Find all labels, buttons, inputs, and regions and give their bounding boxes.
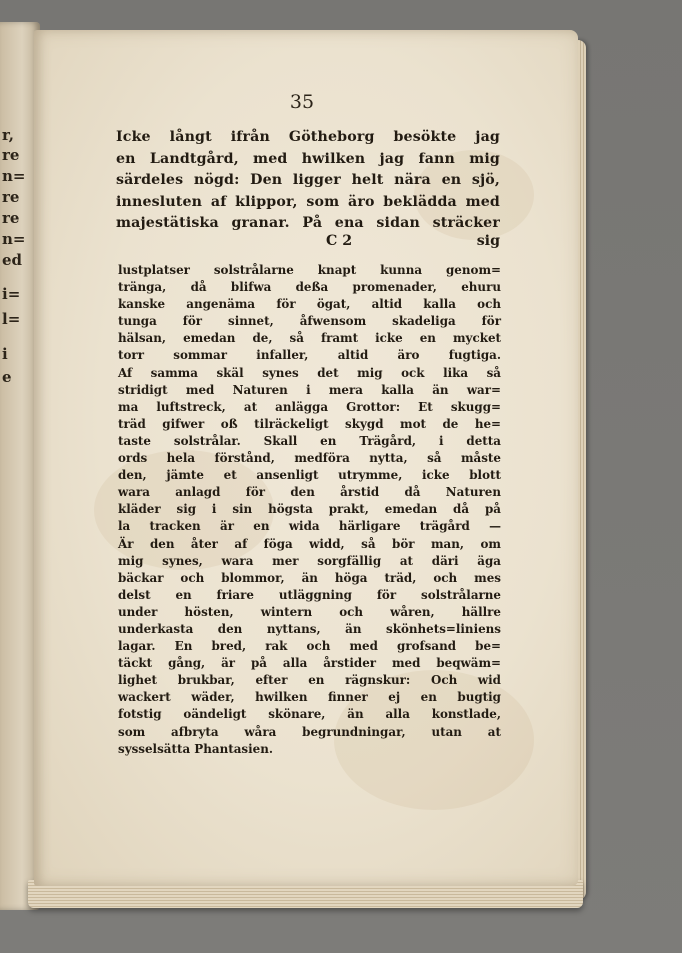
text-line: hälsan, emedan de, så framt icke en mycket [118,331,501,346]
left-page-fragment: ed [2,251,23,269]
text-line: särdeles nögd: Den ligger helt nära en sjö, [116,172,500,188]
left-page-fragment: n= [2,167,26,185]
text-line: lustplatser solstrålarne knapt kunna genom= [118,263,501,277]
text-line: under hösten, wintern och wåren, hällre [118,604,501,619]
text-line: underkasta den nyttans, än skönhets=liniens [118,621,501,636]
text-line: tunga för sinnet, åfwensom skadeliga för [118,314,501,329]
lead-paragraph [116,127,500,235]
text-line: täckt gång, är på alla årstider med beqwäm= [118,656,501,671]
catch-line [116,230,500,252]
text-line: mig synes, wara mer sorgfällig at däri äga [118,553,501,568]
left-page-fragment: re [2,146,20,164]
text-line: stridigt med Naturen i mera kalla än war= [118,382,501,397]
page-number: 35 [289,91,315,113]
text-line: tränga, då blifwa deßa promenader, ehuru [118,280,501,295]
text-line: den, jämte et ansenligt utrymme, icke blott [118,468,501,483]
left-page-fragment: l= [2,310,21,328]
text-line: sysselsätta Phantasien. [118,741,273,756]
left-page-fragment: i [2,345,8,363]
text-line: ma luftstreck, at anlägga Grottor: Et skugg= [118,399,501,414]
book-page [34,30,578,886]
text-line: kläder sig i sin högsta prakt, emedan då på [118,502,501,517]
text-line: lagar. En bred, rak och med grofsand be= [118,639,501,654]
text-line: torr sommar infaller, altid äro fugtiga. [118,348,501,363]
text-line: en Landtgård, med hwilken jag fann mig [116,150,500,167]
text-line: majestätiska granar. På ena sidan sträcker [116,215,500,231]
text-line: wackert wäder, hwilken finner ej en bugtig [118,690,501,705]
signature-mark: C 2 [326,233,353,249]
body-paragraph [118,262,501,758]
text-line: fotstig oändeligt skönare, än alla konstlade, [118,707,501,722]
left-page-fragment: re [2,188,20,206]
text-line: bäckar och blommor, än höga träd, och mes [118,570,501,585]
text-line: innesluten af klippor, som äro beklädda med [116,193,500,210]
text-line: wara anlagd för den årstid då Naturen [118,485,501,500]
text-line: Icke långt ifrån Götheborg besökte jag [116,129,500,145]
text-line: delst en friare utläggning för solstrålarne [118,587,501,602]
text-line: ords hela förstånd, medföra nytta, så måste [118,451,501,466]
text-line: lighet brukbar, efter en rägnskur: Och wid [118,673,501,688]
left-page-fragment: i= [2,285,21,303]
text-line: kanske angenäma för ögat, altid kalla och [118,297,501,312]
text-line: taste solstrålar. Skall en Trägård, i detta [118,433,501,448]
left-page-fragment: n= [2,230,26,248]
left-page-fragment: r, [2,126,15,144]
text-line: la tracken är en wida härligare trägård — [118,519,501,534]
text-line: träd gifwer oß tilräckeligt skygd mot de he= [118,416,501,431]
text-line: Är den åter af föga widd, så bör man, om [118,536,501,551]
text-line: Af samma skäl synes det mig ock lika så [118,365,501,380]
catchword: sig [476,233,500,249]
left-page-fragment: e [2,368,12,386]
text-line: som afbryta wåra begrundningar, utan at [118,724,501,739]
left-page-fragment: re [2,209,20,227]
